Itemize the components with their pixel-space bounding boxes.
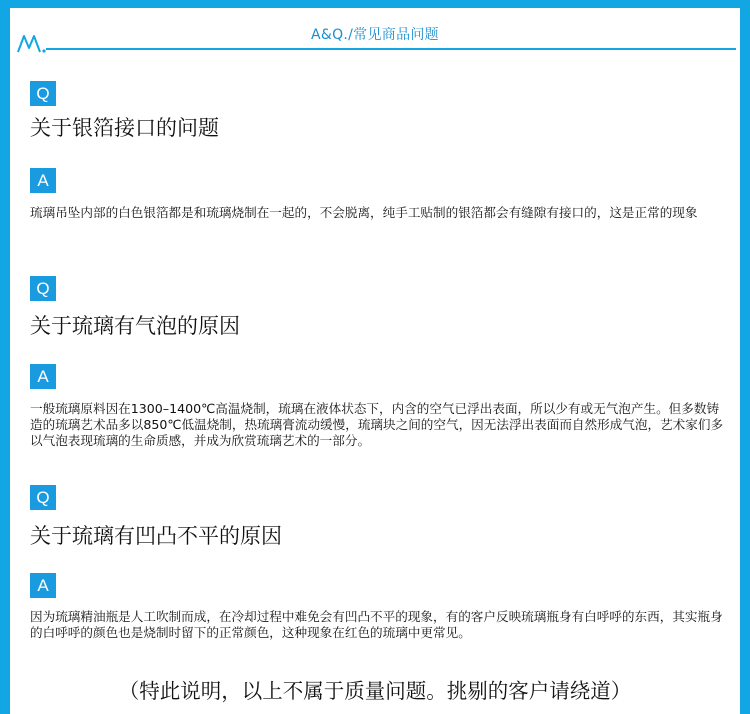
answer-text: 琉璃吊坠内部的白色银箔都是和琉璃烧制在一起的，不会脱离，纯手工贴制的银箔都会有缝隙有接口的，这是正常的现象 bbox=[30, 205, 698, 220]
disclaimer-note: （特此说明，以上不属于质量问题。挑剔的客户请绕道） bbox=[118, 679, 632, 703]
question-badge: Q bbox=[30, 81, 56, 106]
page-title: A&Q./常见商品问题 bbox=[311, 27, 439, 43]
answer-badge: A bbox=[30, 168, 56, 193]
faq-card bbox=[10, 8, 740, 714]
question-heading: 关于琉璃有凹凸不平的原因 bbox=[30, 524, 282, 548]
answer-text: 一般琉璃原料因在1300–1400℃高温烧制，琉璃在液体状态下，内含的空气已浮出表面，所以少有或无气泡产生。但多数铸造的琉璃艺术品多以850℃低温烧制，热琉璃膏流动缓慢，琉璃块之间的空气，因无法浮出表面而自然形成气泡，艺术家们多以气泡表现琉璃的生命质感，并成为欣赏琉璃艺术的一部分。 bbox=[30, 401, 724, 448]
answer-text: 因为琉璃精油瓶是人工吹制而成，在冷却过程中难免会有凹凸不平的现象，有的客户反映琉璃瓶身有白呼呼的东西，其实瓶身的白呼呼的颜色也是烧制时留下的正常颜色，这种现象在红色的琉璃中更常见。 bbox=[30, 609, 723, 640]
answer-badge: A bbox=[30, 364, 56, 389]
question-heading: 关于银箔接口的问题 bbox=[30, 116, 219, 140]
question-badge: Q bbox=[30, 276, 56, 301]
question-heading: 关于琉璃有气泡的原因 bbox=[30, 314, 240, 338]
question-badge: Q bbox=[30, 485, 56, 510]
header-divider bbox=[46, 48, 736, 50]
page-header bbox=[10, 8, 740, 60]
answer-badge: A bbox=[30, 573, 56, 598]
